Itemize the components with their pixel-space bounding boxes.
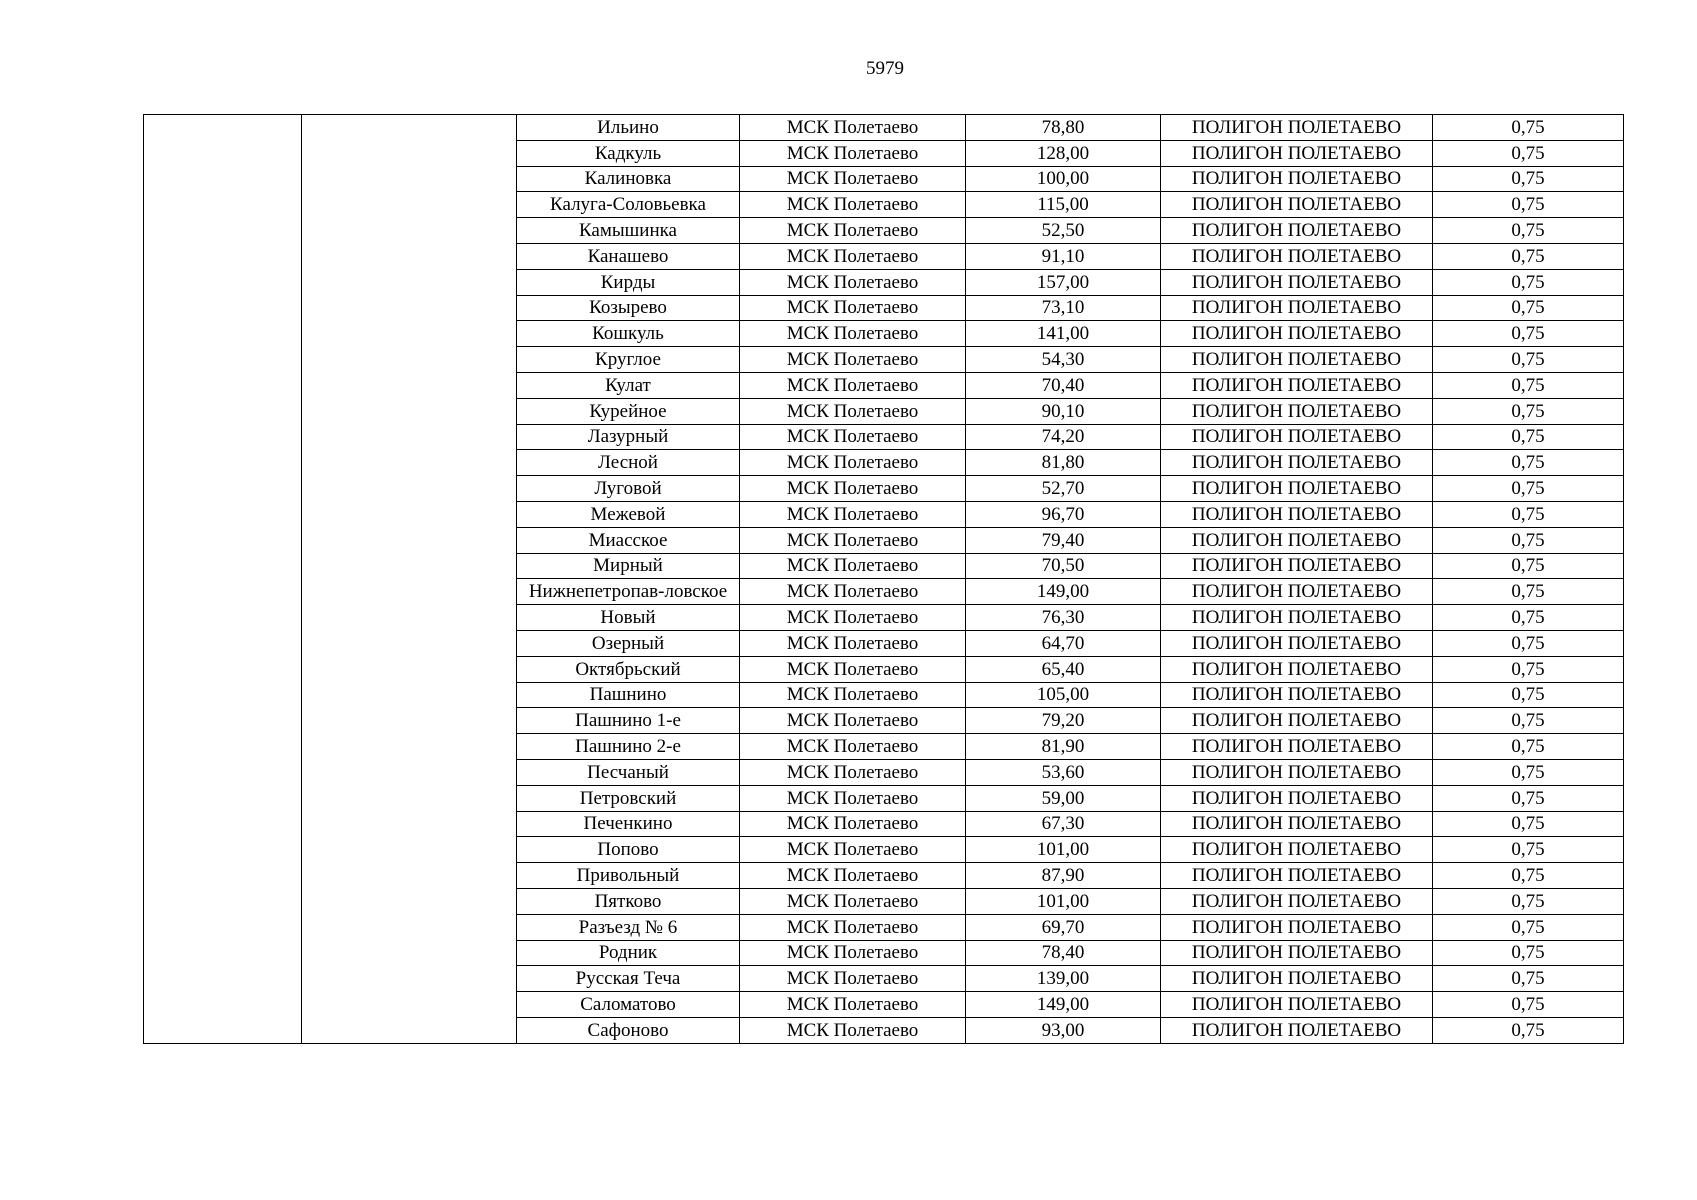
cell-source: МСК Полетаево <box>740 243 966 269</box>
cell-distance: 91,10 <box>966 243 1161 269</box>
cell-coefficient: 0,75 <box>1433 1017 1624 1043</box>
cell-distance: 54,30 <box>966 347 1161 373</box>
cell-settlement: Пятково <box>517 888 740 914</box>
cell-coefficient: 0,75 <box>1433 992 1624 1018</box>
cell-source: МСК Полетаево <box>740 811 966 837</box>
cell-source: МСК Полетаево <box>740 940 966 966</box>
cell-source: МСК Полетаево <box>740 476 966 502</box>
cell-destination: ПОЛИГОН ПОЛЕТАЕВО <box>1161 501 1433 527</box>
cell-source: МСК Полетаево <box>740 527 966 553</box>
cell-distance: 73,10 <box>966 295 1161 321</box>
cell-coefficient: 0,75 <box>1433 811 1624 837</box>
cell-source: МСК Полетаево <box>740 785 966 811</box>
cell-source: МСК Полетаево <box>740 321 966 347</box>
cell-coefficient: 0,75 <box>1433 914 1624 940</box>
cell-destination: ПОЛИГОН ПОЛЕТАЕВО <box>1161 708 1433 734</box>
cell-source: МСК Полетаево <box>740 863 966 889</box>
cell-destination: ПОЛИГОН ПОЛЕТАЕВО <box>1161 966 1433 992</box>
cell-settlement: Канашево <box>517 243 740 269</box>
cell-source: МСК Полетаево <box>740 140 966 166</box>
cell-coefficient: 0,75 <box>1433 166 1624 192</box>
cell-settlement: Разъезд № 6 <box>517 914 740 940</box>
cell-distance: 139,00 <box>966 966 1161 992</box>
cell-destination: ПОЛИГОН ПОЛЕТАЕВО <box>1161 295 1433 321</box>
cell-coefficient: 0,75 <box>1433 656 1624 682</box>
cell-distance: 78,40 <box>966 940 1161 966</box>
cell-destination: ПОЛИГОН ПОЛЕТАЕВО <box>1161 218 1433 244</box>
table-row <box>144 115 1624 141</box>
cell-settlement: Октябрьский <box>517 656 740 682</box>
cell-destination: ПОЛИГОН ПОЛЕТАЕВО <box>1161 682 1433 708</box>
cell-coefficient: 0,75 <box>1433 863 1624 889</box>
cell-settlement: Сафоново <box>517 1017 740 1043</box>
cell-destination: ПОЛИГОН ПОЛЕТАЕВО <box>1161 192 1433 218</box>
cell-source: МСК Полетаево <box>740 579 966 605</box>
cell-distance: 52,70 <box>966 476 1161 502</box>
cell-coefficient: 0,75 <box>1433 966 1624 992</box>
cell-settlement: Мирный <box>517 553 740 579</box>
cell-settlement: Печенкино <box>517 811 740 837</box>
cell-settlement: Родник <box>517 940 740 966</box>
cell-coefficient: 0,75 <box>1433 630 1624 656</box>
cell-coefficient: 0,75 <box>1433 140 1624 166</box>
table-body <box>144 115 1624 1044</box>
cell-distance: 115,00 <box>966 192 1161 218</box>
cell-distance: 96,70 <box>966 501 1161 527</box>
cell-destination: ПОЛИГОН ПОЛЕТАЕВО <box>1161 1017 1433 1043</box>
cell-destination: ПОЛИГОН ПОЛЕТАЕВО <box>1161 321 1433 347</box>
cell-source: МСК Полетаево <box>740 450 966 476</box>
cell-destination: ПОЛИГОН ПОЛЕТАЕВО <box>1161 605 1433 631</box>
cell-settlement: Русская Теча <box>517 966 740 992</box>
cell-coefficient: 0,75 <box>1433 785 1624 811</box>
cell-distance: 149,00 <box>966 579 1161 605</box>
cell-settlement: Кулат <box>517 372 740 398</box>
cell-coefficient: 0,75 <box>1433 321 1624 347</box>
document-table-container <box>143 114 1624 1044</box>
cell-coefficient: 0,75 <box>1433 347 1624 373</box>
cell-settlement: Миасское <box>517 527 740 553</box>
cell-distance: 87,90 <box>966 863 1161 889</box>
cell-coefficient: 0,75 <box>1433 837 1624 863</box>
cell-destination: ПОЛИГОН ПОЛЕТАЕВО <box>1161 656 1433 682</box>
cell-coefficient: 0,75 <box>1433 476 1624 502</box>
cell-settlement: Лесной <box>517 450 740 476</box>
cell-destination: ПОЛИГОН ПОЛЕТАЕВО <box>1161 115 1433 141</box>
cell-distance: 90,10 <box>966 398 1161 424</box>
cell-source: МСК Полетаево <box>740 605 966 631</box>
cell-settlement: Круглое <box>517 347 740 373</box>
cell-distance: 74,20 <box>966 424 1161 450</box>
cell-source: МСК Полетаево <box>740 553 966 579</box>
cell-source: МСК Полетаево <box>740 759 966 785</box>
cell-source: МСК Полетаево <box>740 115 966 141</box>
cell-source: МСК Полетаево <box>740 992 966 1018</box>
cell-destination: ПОЛИГОН ПОЛЕТАЕВО <box>1161 785 1433 811</box>
cell-destination: ПОЛИГОН ПОЛЕТАЕВО <box>1161 476 1433 502</box>
cell-destination: ПОЛИГОН ПОЛЕТАЕВО <box>1161 347 1433 373</box>
cell-settlement: Ильино <box>517 115 740 141</box>
cell-distance: 101,00 <box>966 837 1161 863</box>
cell-distance: 59,00 <box>966 785 1161 811</box>
cell-settlement: Кошкуль <box>517 321 740 347</box>
cell-source: МСК Полетаево <box>740 966 966 992</box>
cell-settlement: Лазурный <box>517 424 740 450</box>
cell-destination: ПОЛИГОН ПОЛЕТАЕВО <box>1161 269 1433 295</box>
cell-distance: 81,80 <box>966 450 1161 476</box>
cell-coefficient: 0,75 <box>1433 192 1624 218</box>
cell-distance: 69,70 <box>966 914 1161 940</box>
cell-coefficient: 0,75 <box>1433 372 1624 398</box>
cell-destination: ПОЛИГОН ПОЛЕТАЕВО <box>1161 734 1433 760</box>
cell-destination: ПОЛИГОН ПОЛЕТАЕВО <box>1161 759 1433 785</box>
cell-distance: 141,00 <box>966 321 1161 347</box>
cell-coefficient: 0,75 <box>1433 708 1624 734</box>
cell-coefficient: 0,75 <box>1433 218 1624 244</box>
cell-settlement: Козырево <box>517 295 740 321</box>
cell-destination: ПОЛИГОН ПОЛЕТАЕВО <box>1161 398 1433 424</box>
cell-settlement: Кадкуль <box>517 140 740 166</box>
cell-distance: 149,00 <box>966 992 1161 1018</box>
cell-settlement: Попово <box>517 837 740 863</box>
cell-source: МСК Полетаево <box>740 372 966 398</box>
cell-source: МСК Полетаево <box>740 347 966 373</box>
cell-distance: 65,40 <box>966 656 1161 682</box>
cell-destination: ПОЛИГОН ПОЛЕТАЕВО <box>1161 243 1433 269</box>
cell-settlement: Саломатово <box>517 992 740 1018</box>
cell-settlement: Петровский <box>517 785 740 811</box>
cell-settlement: Нижнепетропав-​ловское <box>517 579 740 605</box>
cell-source: МСК Полетаево <box>740 166 966 192</box>
cell-settlement: Песчаный <box>517 759 740 785</box>
cell-destination: ПОЛИГОН ПОЛЕТАЕВО <box>1161 527 1433 553</box>
cell-distance: 93,00 <box>966 1017 1161 1043</box>
cell-destination: ПОЛИГОН ПОЛЕТАЕВО <box>1161 450 1433 476</box>
cell-coefficient: 0,75 <box>1433 940 1624 966</box>
cell-coefficient: 0,75 <box>1433 734 1624 760</box>
cell-settlement: Пашнино 1-е <box>517 708 740 734</box>
cell-source: МСК Полетаево <box>740 708 966 734</box>
cell-source: МСК Полетаево <box>740 218 966 244</box>
cell-distance: 70,50 <box>966 553 1161 579</box>
cell-destination: ПОЛИГОН ПОЛЕТАЕВО <box>1161 863 1433 889</box>
cell-source: МСК Полетаево <box>740 630 966 656</box>
cell-destination: ПОЛИГОН ПОЛЕТАЕВО <box>1161 140 1433 166</box>
cell-distance: 67,30 <box>966 811 1161 837</box>
cell-distance: 105,00 <box>966 682 1161 708</box>
cell-coefficient: 0,75 <box>1433 553 1624 579</box>
cell-settlement: Камышинка <box>517 218 740 244</box>
cell-distance: 79,40 <box>966 527 1161 553</box>
cell-coefficient: 0,75 <box>1433 450 1624 476</box>
cell-destination: ПОЛИГОН ПОЛЕТАЕВО <box>1161 992 1433 1018</box>
cell-distance: 157,00 <box>966 269 1161 295</box>
cell-source: МСК Полетаево <box>740 734 966 760</box>
cell-distance: 78,80 <box>966 115 1161 141</box>
cell-source: МСК Полетаево <box>740 682 966 708</box>
cell-destination: ПОЛИГОН ПОЛЕТАЕВО <box>1161 811 1433 837</box>
cell-distance: 100,00 <box>966 166 1161 192</box>
cell-coefficient: 0,75 <box>1433 295 1624 321</box>
cell-coefficient: 0,75 <box>1433 579 1624 605</box>
cell-settlement: Межевой <box>517 501 740 527</box>
cell-settlement: Кирды <box>517 269 740 295</box>
merged-empty-cell-2 <box>302 115 517 1044</box>
cell-destination: ПОЛИГОН ПОЛЕТАЕВО <box>1161 888 1433 914</box>
cell-coefficient: 0,75 <box>1433 398 1624 424</box>
cell-distance: 128,00 <box>966 140 1161 166</box>
cell-source: МСК Полетаево <box>740 424 966 450</box>
cell-destination: ПОЛИГОН ПОЛЕТАЕВО <box>1161 553 1433 579</box>
page-number: 5979 <box>866 58 904 79</box>
cell-destination: ПОЛИГОН ПОЛЕТАЕВО <box>1161 166 1433 192</box>
cell-distance: 81,90 <box>966 734 1161 760</box>
cell-destination: ПОЛИГОН ПОЛЕТАЕВО <box>1161 372 1433 398</box>
cell-distance: 70,40 <box>966 372 1161 398</box>
cell-distance: 52,50 <box>966 218 1161 244</box>
cell-coefficient: 0,75 <box>1433 115 1624 141</box>
cell-destination: ПОЛИГОН ПОЛЕТАЕВО <box>1161 837 1433 863</box>
cell-source: МСК Полетаево <box>740 501 966 527</box>
cell-coefficient: 0,75 <box>1433 243 1624 269</box>
cell-source: МСК Полетаево <box>740 269 966 295</box>
cell-coefficient: 0,75 <box>1433 527 1624 553</box>
cell-coefficient: 0,75 <box>1433 501 1624 527</box>
cell-destination: ПОЛИГОН ПОЛЕТАЕВО <box>1161 630 1433 656</box>
cell-destination: ПОЛИГОН ПОЛЕТАЕВО <box>1161 914 1433 940</box>
cell-distance: 64,70 <box>966 630 1161 656</box>
transport-distance-table <box>143 114 1624 1044</box>
cell-destination: ПОЛИГОН ПОЛЕТАЕВО <box>1161 579 1433 605</box>
cell-settlement: Луговой <box>517 476 740 502</box>
cell-settlement: Калуга-Соловьевка <box>517 192 740 218</box>
cell-coefficient: 0,75 <box>1433 424 1624 450</box>
cell-source: МСК Полетаево <box>740 192 966 218</box>
cell-settlement: Пашнино 2-е <box>517 734 740 760</box>
cell-coefficient: 0,75 <box>1433 605 1624 631</box>
cell-source: МСК Полетаево <box>740 837 966 863</box>
cell-settlement: Калиновка <box>517 166 740 192</box>
cell-settlement: Курейное <box>517 398 740 424</box>
cell-source: МСК Полетаево <box>740 295 966 321</box>
cell-distance: 53,60 <box>966 759 1161 785</box>
cell-distance: 79,20 <box>966 708 1161 734</box>
cell-coefficient: 0,75 <box>1433 888 1624 914</box>
cell-settlement: Пашнино <box>517 682 740 708</box>
cell-settlement: Привольный <box>517 863 740 889</box>
cell-destination: ПОЛИГОН ПОЛЕТАЕВО <box>1161 940 1433 966</box>
cell-coefficient: 0,75 <box>1433 269 1624 295</box>
cell-source: МСК Полетаево <box>740 1017 966 1043</box>
cell-distance: 76,30 <box>966 605 1161 631</box>
cell-distance: 101,00 <box>966 888 1161 914</box>
merged-empty-cell-1 <box>144 115 302 1044</box>
cell-coefficient: 0,75 <box>1433 759 1624 785</box>
cell-source: МСК Полетаево <box>740 398 966 424</box>
cell-coefficient: 0,75 <box>1433 682 1624 708</box>
cell-source: МСК Полетаево <box>740 888 966 914</box>
cell-source: МСК Полетаево <box>740 656 966 682</box>
cell-settlement: Новый <box>517 605 740 631</box>
cell-destination: ПОЛИГОН ПОЛЕТАЕВО <box>1161 424 1433 450</box>
cell-settlement: Озерный <box>517 630 740 656</box>
cell-source: МСК Полетаево <box>740 914 966 940</box>
